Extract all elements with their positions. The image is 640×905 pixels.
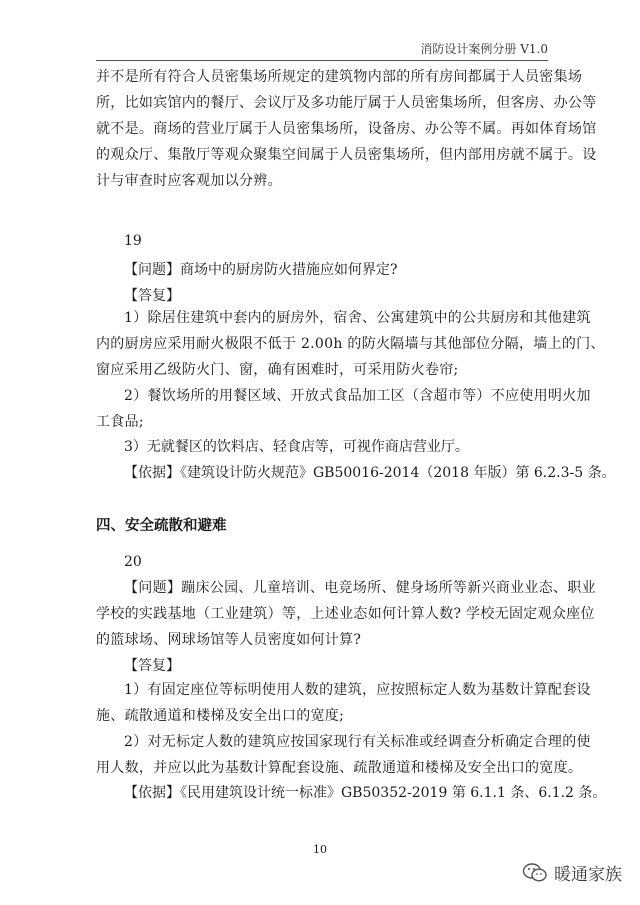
page-number: 10	[313, 843, 327, 856]
text-line: 工食品;	[96, 414, 144, 430]
answer-label: 【答复】	[124, 288, 180, 304]
text-line: 就不是。商场的营业厅属于人员密集场所，设备房、办公等不属。再如体育场馆	[96, 121, 597, 137]
intro-paragraph	[96, 64, 597, 194]
text-line: 施、疏散通道和楼梯及安全出口的宽度;	[96, 708, 345, 724]
answer-paragraph	[96, 383, 591, 435]
item-number: 19	[124, 233, 142, 249]
question-paragraph	[96, 575, 596, 653]
text-line: 学校的实践基地（工业建筑）等，上述业态如何计算人数? 学校无固定观众座位	[96, 606, 595, 622]
text-line: 的篮球场、网球场馆等人员密度如何计算?	[96, 632, 362, 648]
text-line: 1）有固定座位等标明使用人数的建筑，应按照标定人数为基数计算配套设	[124, 682, 591, 698]
basis-text: 【依据】《建筑设计防火规范》GB50016-2014（2018 年版）第 6.2.3-5 条。	[124, 465, 616, 481]
text-line: 计与审查时应客观加以分辨。	[96, 173, 282, 189]
text-line: 2）对无标定人数的建筑应按国家现行有关标准或经调查分析确定合理的使	[124, 734, 591, 750]
wechat-icon	[522, 862, 548, 884]
question-text: 【问题】商场中的厨房防火措施应如何界定?	[124, 262, 398, 278]
text-line: 的观众厅、集散厅等观众聚集空间属于人员密集场所，但内部用房就不属于。设	[96, 147, 597, 163]
text-line: 并不是所有符合人员密集场所规定的建筑物内部的所有房间都属于人员密集场	[96, 69, 583, 85]
answer-paragraph	[96, 729, 591, 781]
text-line: 窗应采用乙级防火门、窗，确有困难时，可采用防火卷帘;	[96, 362, 459, 378]
answer-paragraph	[96, 677, 591, 729]
watermark	[522, 860, 622, 885]
text-line: 【问题】蹦床公园、儿童培训、电竞场所、健身场所等新兴商业业态、职业	[124, 580, 596, 596]
watermark-text: 暖通家族	[554, 865, 622, 885]
text-line: 用人数，并应以此为基数计算配套设施、疏散通道和楼梯及安全出口的宽度。	[96, 760, 583, 776]
running-header: 消防设计案例分册 V1.0	[420, 42, 548, 56]
text-line: 所，比如宾馆内的餐厅、会议厅及多功能厅属于人员密集场所，但客房、办公等	[96, 95, 597, 111]
header-rule	[96, 60, 548, 61]
text-line: 1）除居住建筑中套内的厨房外，宿舍、公寓建筑中的公共厨房和其他建筑	[124, 310, 591, 326]
answer-paragraph	[96, 305, 605, 383]
text-line: 内的厨房应采用耐火极限不低于 2.00h 的防火隔墙与其他部位分隔，墙上的门、	[96, 336, 605, 352]
item-number: 20	[124, 554, 142, 570]
answer-label: 【答复】	[124, 658, 180, 674]
basis-text: 【依据】《民用建筑设计统一标准》GB50352-2019 第 6.1.1 条、6.1.2 条。	[124, 785, 607, 801]
section-heading: 四、安全疏散和避难	[96, 517, 227, 534]
text-line: 2）餐饮场所的用餐区域、开放式食品加工区（含超市等）不应使用明火加	[124, 388, 591, 404]
answer-text: 3）无就餐区的饮料店、轻食店等，可视作商店营业厅。	[124, 439, 469, 455]
